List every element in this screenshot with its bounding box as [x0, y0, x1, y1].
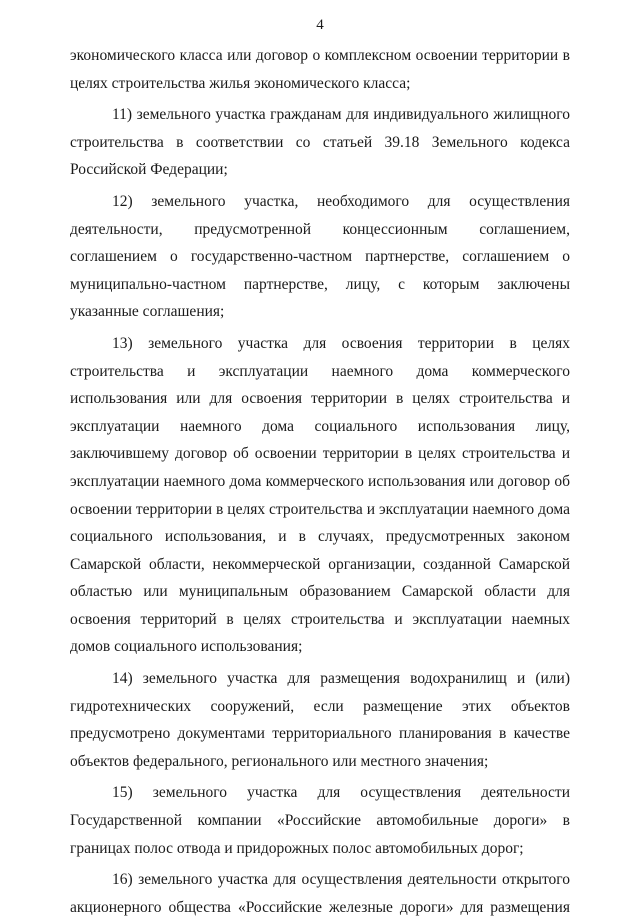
paragraph-item-14: 14) земельного участка для размещения водохранилищ и (или) гидротехнических сооружений, если размещение этих объектов предусмотрено документами территориального планирования в качестве объектов федерального, регионального или местного значения;: [70, 670, 570, 770]
paragraph-item-15: 15) земельного участка для осуществления деятельности Государственной компании «Российские автомобильные дороги» в границах полос отвода и придорожных полос автомобильных дорог;: [70, 784, 570, 857]
paragraph-item-16: 16) земельного участка для осуществления деятельности открытого акционерного общества «Российские железные дороги» для размещения: [70, 871, 570, 916]
paragraph-item-12: 12) земельного участка, необходимого для осуществления деятельности, предусмотренной концессионным соглашением, соглашением о государственно-частном партнерстве, соглашением о муниципально-частном партнерстве, лицу, с которым заключены указанные соглашения;: [70, 192, 570, 321]
paragraph-continuation: экономического класса или договор о комплексном освоении территории в целях строительства жилья экономического класса;: [70, 47, 570, 92]
document-body: [70, 42, 570, 921]
paragraph-item-13: 13) земельного участка для освоения территории в целях строительства и эксплуатации наемного дома коммерческого использования или для освоения территории в целях строительства и эксплуатации наемного дома социального использования лицу, заключившему договор об освоении территории в целях строительства и эксплуатации наемного дома коммерческого использования или договор об освоении территории в целях строительства и эксплуатации наемного дома социального использования, и в случаях, предусмотренных законом Самарской области, некоммерческой организации, созданной Самарской областью или муниципальным образованием Самарской области для освоения территорий в целях строительства и эксплуатации наемных домов социального использования;: [70, 334, 570, 656]
page-number: 4: [316, 17, 324, 33]
paragraph-item-11: 11) земельного участка гражданам для индивидуального жилищного строительства в соответствии со статьей 39.18 Земельного кодекса Российской Федерации;: [70, 106, 570, 179]
